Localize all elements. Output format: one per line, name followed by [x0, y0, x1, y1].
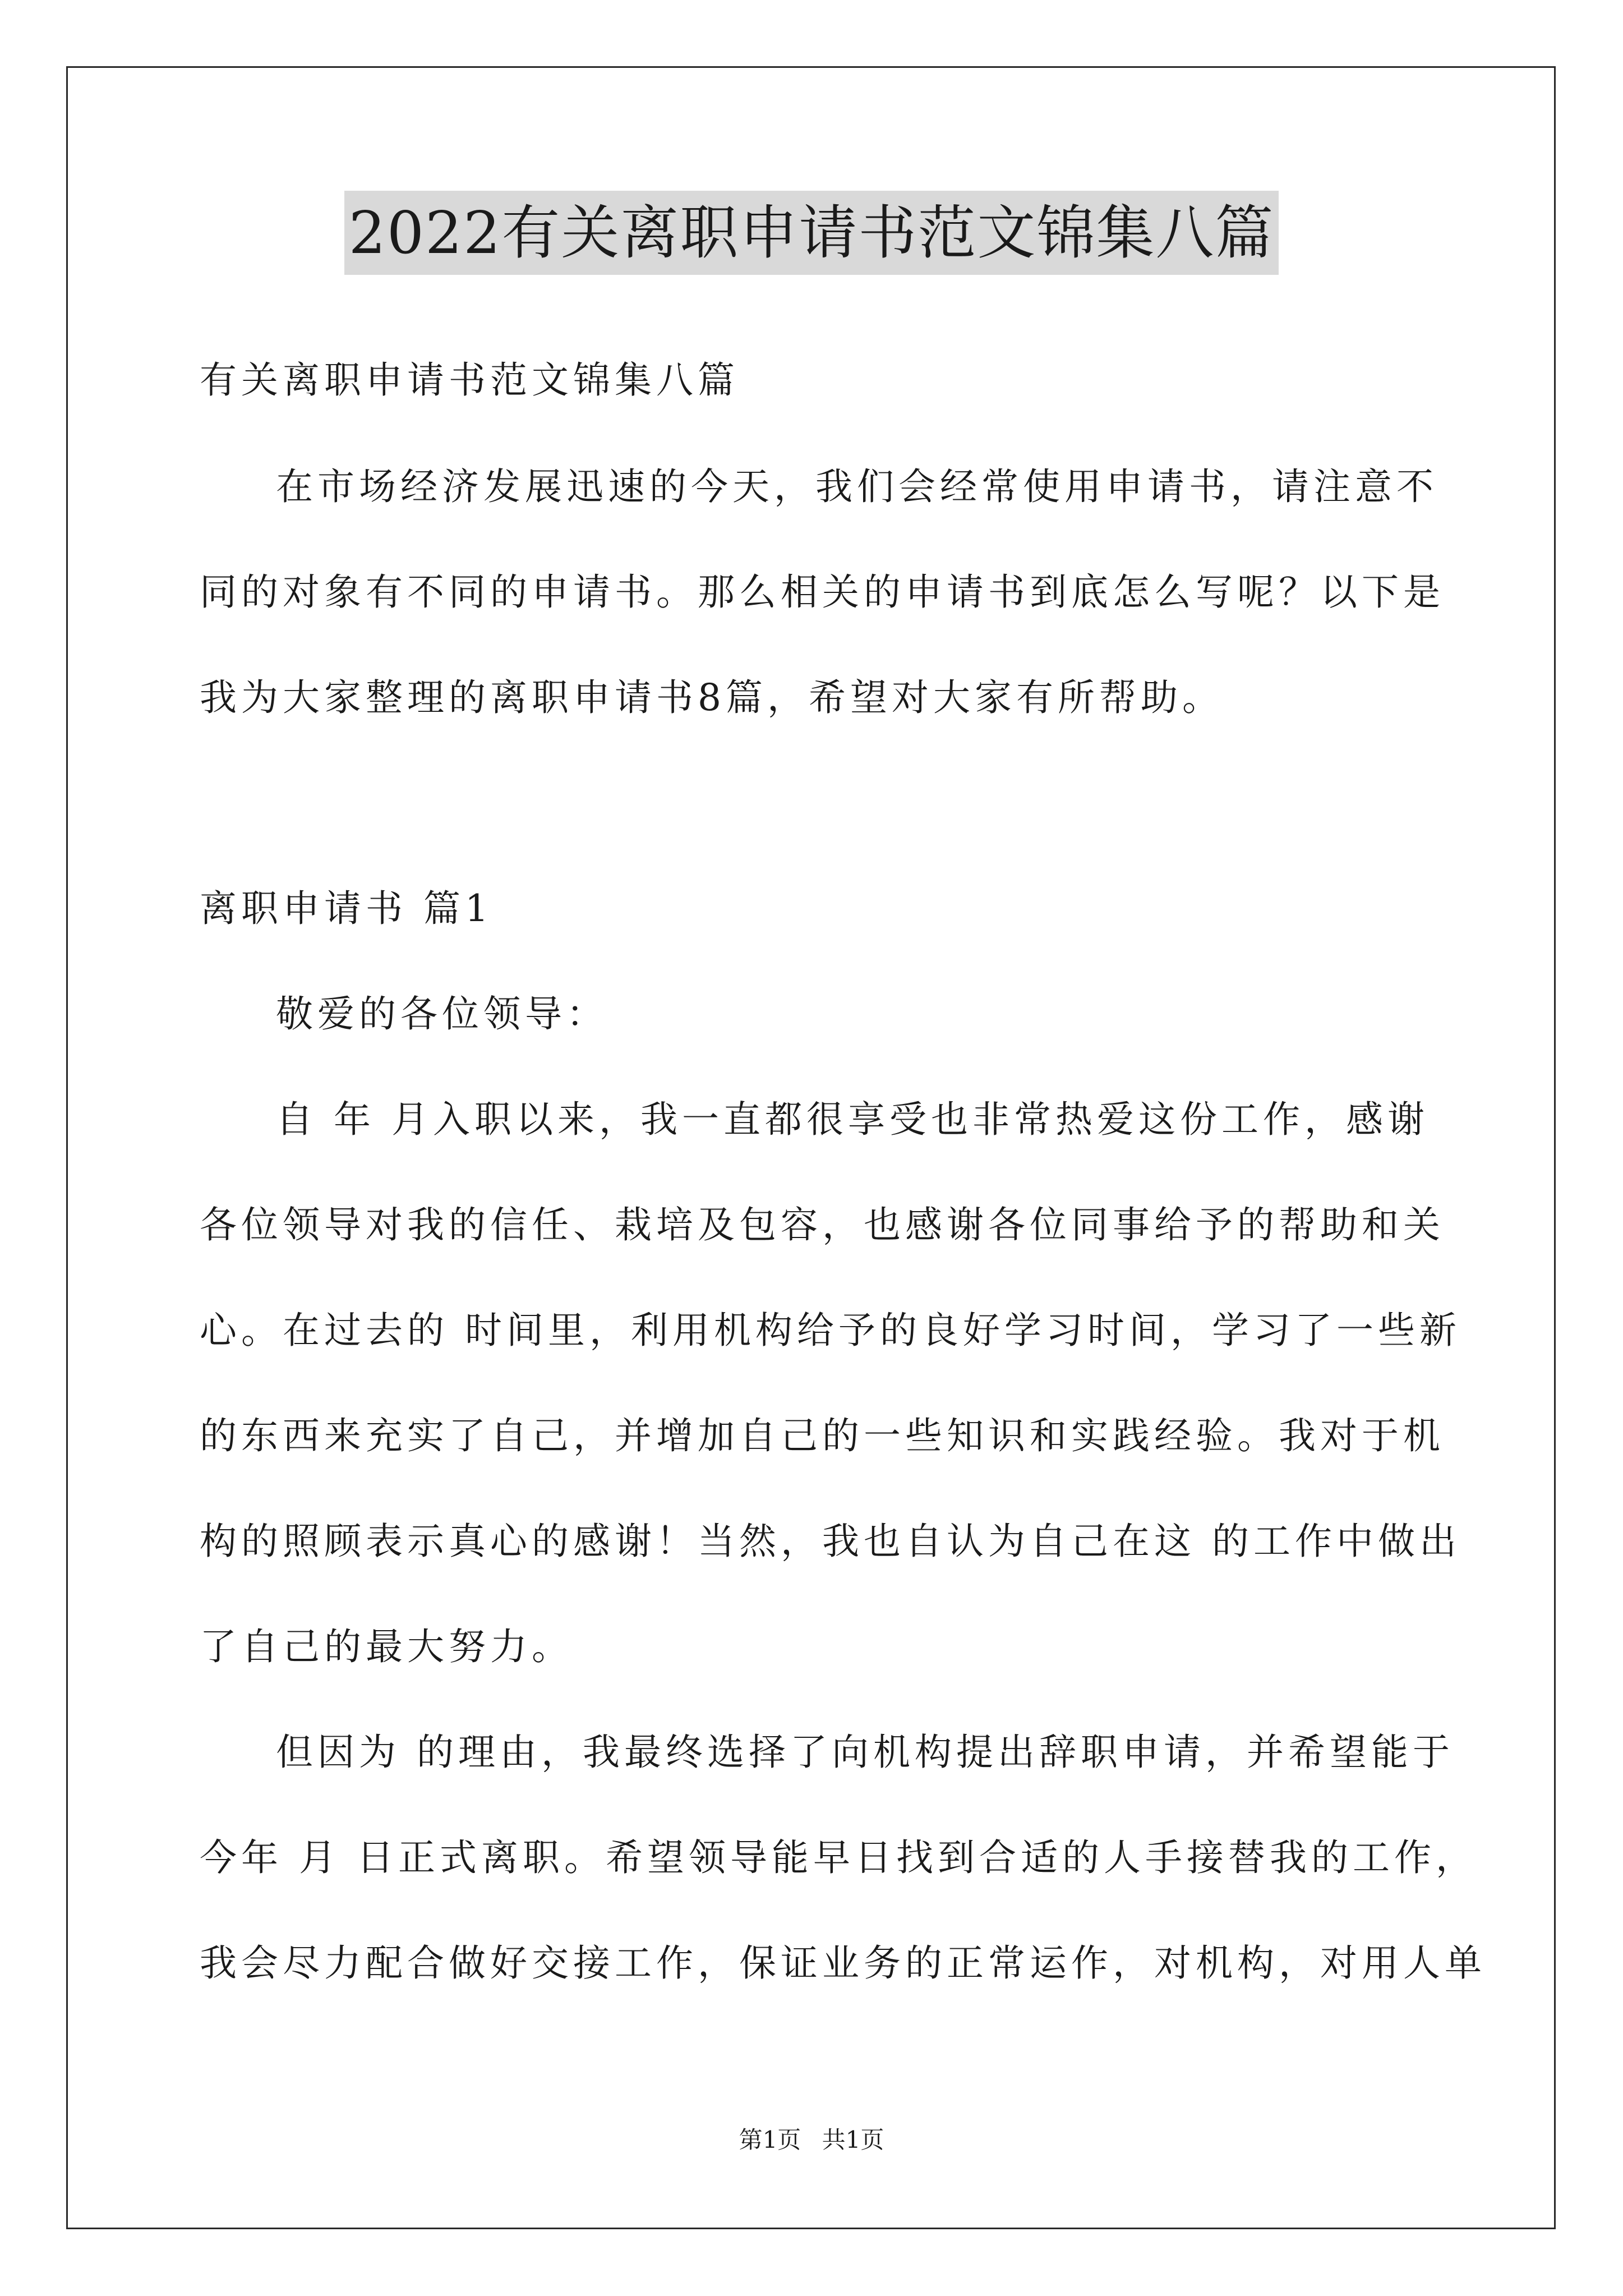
intro-line-1: 在市场经济发展迅速的今天，我们会经常使用申请书，请注意不 — [276, 465, 1438, 508]
title-container — [0, 191, 1623, 275]
body-line-8: 今年 月 日正式离职。希望领导能早日找到合适的人手接替我的工作， — [200, 1836, 1477, 1879]
page-number-current: 第1页 — [739, 2126, 801, 2154]
body-line-2: 各位领导对我的信任、栽培及包容，也感谢各位同事给予的帮助和关 — [200, 1203, 1445, 1246]
body-line-6: 了自己的最大努力。 — [200, 1625, 573, 1668]
body-line-4: 的东西来充实了自己，并增加自己的一些知识和实践经验。我对于机 — [200, 1414, 1445, 1457]
document-subtitle: 有关离职申请书范文锦集八篇 — [200, 358, 739, 402]
page-footer — [0, 2123, 1623, 2157]
section-heading: 离职申请书 篇1 — [200, 887, 493, 930]
body-line-7: 但因为 的理由，我最终选择了向机构提出辞职申请，并希望能于 — [276, 1731, 1454, 1774]
intro-line-3: 我为大家整理的离职申请书8篇，希望对大家有所帮助。 — [200, 676, 1224, 719]
page-number-total: 共1页 — [822, 2126, 884, 2154]
document-title: 2022有关离职申请书范文锦集八篇 — [344, 191, 1279, 275]
body-line-5: 构的照顾表示真心的感谢！当然，我也自认为自己在这 的工作中做出 — [200, 1520, 1461, 1563]
intro-line-2: 同的对象有不同的申请书。那么相关的申请书到底怎么写呢？以下是 — [200, 570, 1445, 614]
salutation: 敬爱的各位领导： — [276, 992, 608, 1036]
body-line-9: 我会尽力配合做好交接工作，保证业务的正常运作，对机构，对用人单 — [200, 1941, 1486, 1985]
body-line-3: 心。在过去的 时间里，利用机构给予的良好学习时间，学习了一些新 — [200, 1309, 1461, 1352]
body-line-1: 自 年 月入职以来，我一直都很享受也非常热爱这份工作，感谢 — [276, 1098, 1429, 1141]
